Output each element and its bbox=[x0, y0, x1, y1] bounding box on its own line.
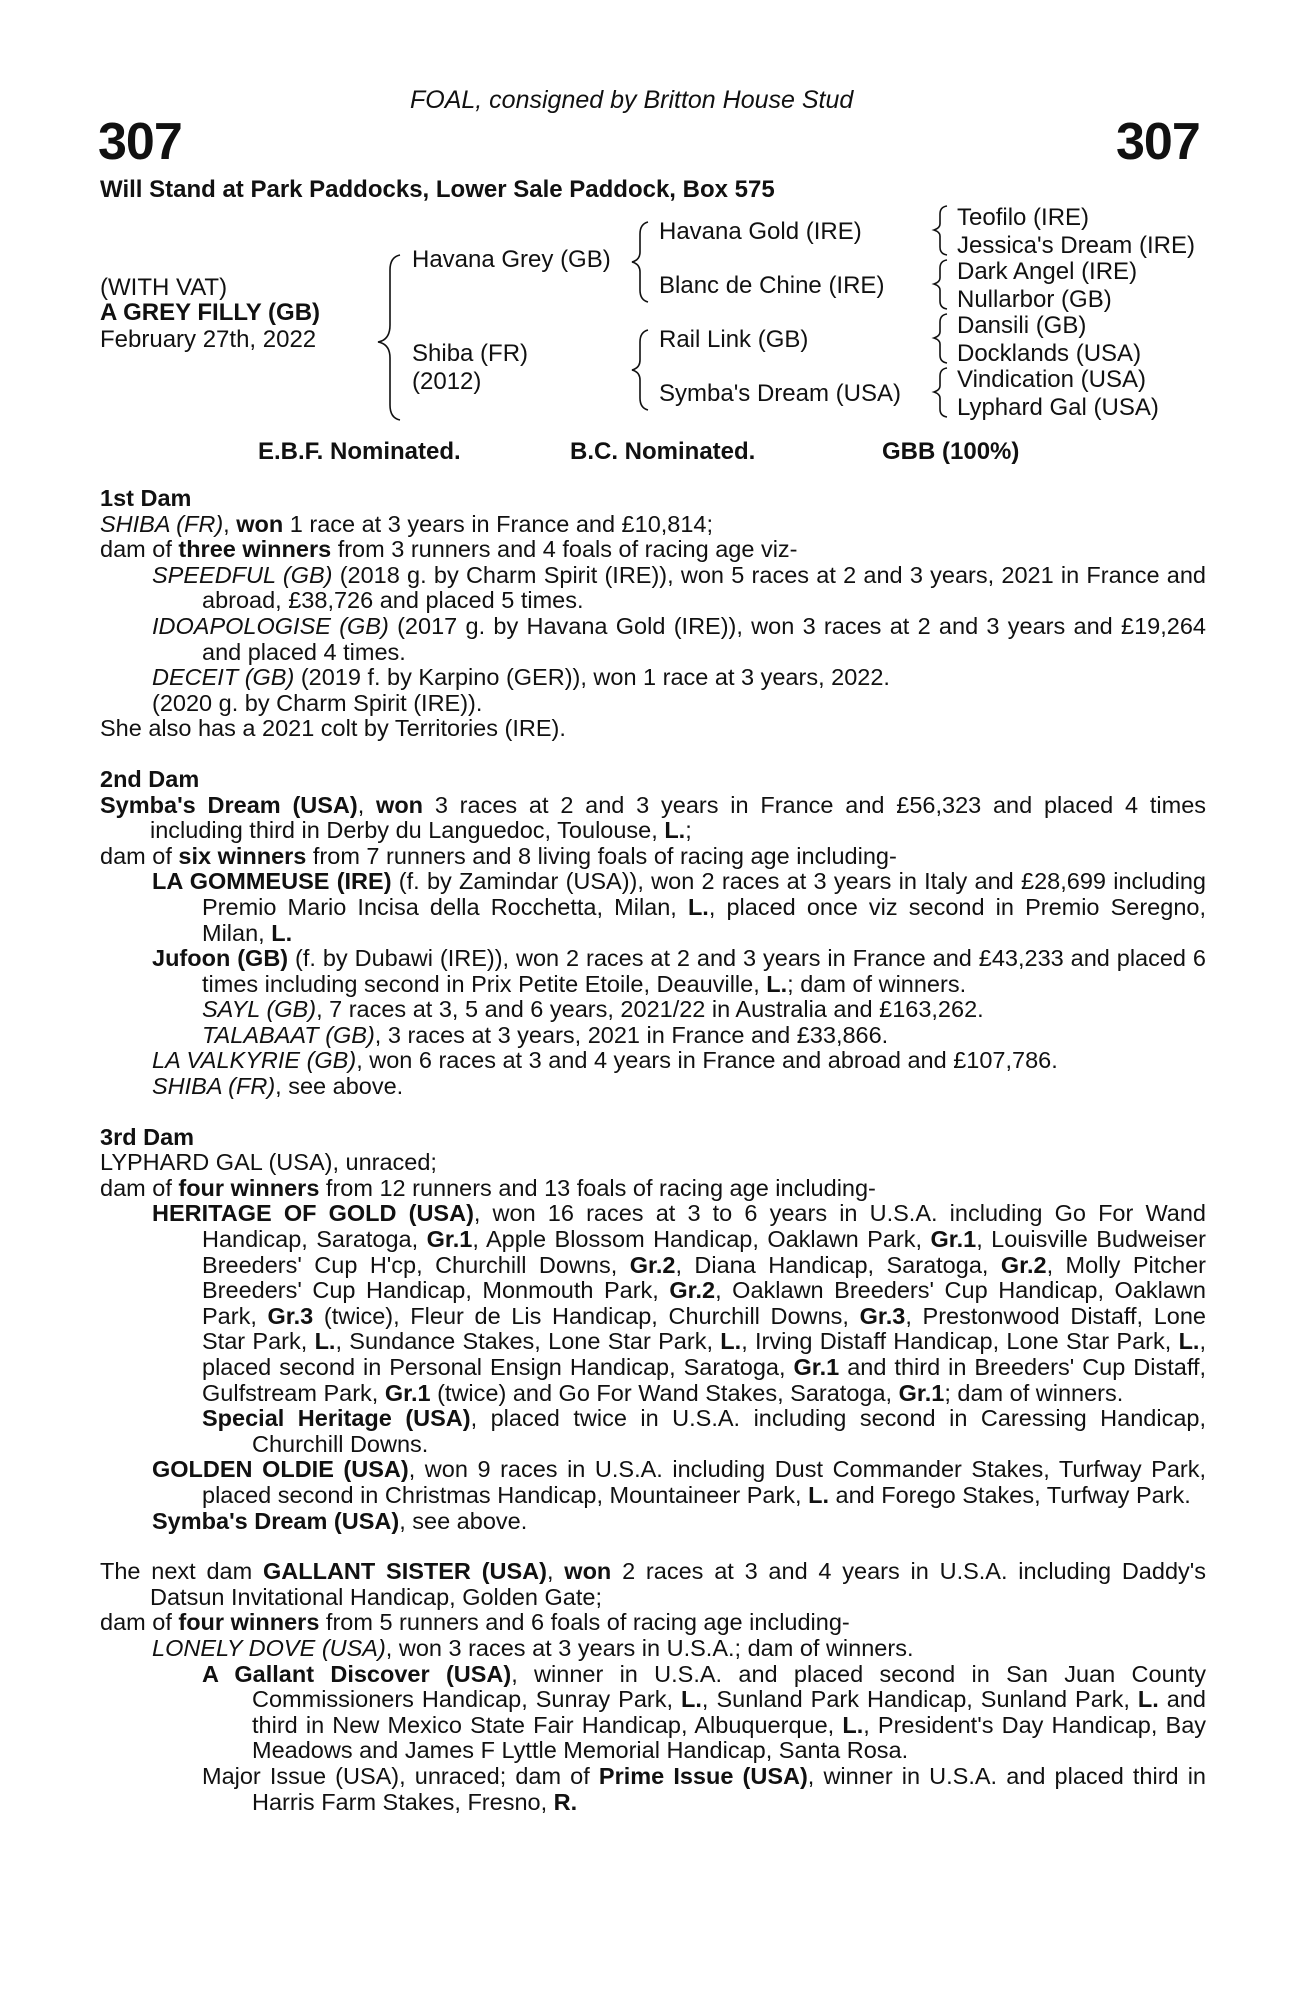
race-grade: Gr.2 bbox=[629, 1251, 676, 1278]
produce-name: SAYL (GB) bbox=[202, 996, 317, 1023]
race-grade: L. bbox=[314, 1328, 336, 1355]
horse-dob: February 27th, 2022 bbox=[100, 326, 317, 353]
second-dam-produce-summary bbox=[100, 844, 1206, 870]
first-dam-line bbox=[100, 512, 1206, 538]
produce-entry bbox=[100, 665, 1206, 691]
text: dam of bbox=[100, 1609, 179, 1636]
text: , President's Day Handicap, Bay Meadows and James F Lyttle Memorial Handicap, Santa Rosa. bbox=[252, 1711, 1207, 1764]
text: ; dam of winners. bbox=[787, 970, 967, 997]
won-label: won bbox=[236, 510, 284, 537]
sire-sire: Havana Gold (IRE) bbox=[659, 218, 862, 245]
text: (2019 f. by Karpino (GER)), won 1 race at 3 years, 2022. bbox=[294, 664, 890, 691]
text: (2017 g. by Havana Gold (IRE)), won 3 races at 2 and 3 years and £19,264 and placed 4 times. bbox=[202, 612, 1206, 665]
grand-produce-entry bbox=[100, 997, 1206, 1023]
won-label: won bbox=[564, 1558, 612, 1585]
text: , placed second in Personal Ensign Handicap, Saratoga, bbox=[202, 1328, 1206, 1380]
second-dam-heading: 2nd Dam bbox=[100, 765, 200, 792]
text: , bbox=[357, 791, 377, 818]
sire: Havana Grey (GB) bbox=[412, 246, 611, 273]
pedigree-body bbox=[100, 486, 1206, 1815]
race-grade: Gr.2 bbox=[669, 1277, 716, 1304]
grandparent-6: Docklands (USA) bbox=[957, 340, 1142, 367]
produce-entry bbox=[100, 1048, 1206, 1074]
text: , Prestonwood Distaff, Lone Star Park, bbox=[202, 1302, 1206, 1355]
text: , Sunland Park Handicap, Sunland Park, bbox=[701, 1686, 1138, 1713]
horse-name: A GREY FILLY (GB) bbox=[100, 299, 321, 326]
produce-name: IDOAPOLOGISE (GB) bbox=[152, 612, 389, 639]
race-grade: Gr.1 bbox=[384, 1379, 431, 1406]
text: , Sundance Stakes, Lone Star Park, bbox=[335, 1328, 721, 1355]
produce-name: LA VALKYRIE (GB) bbox=[152, 1047, 357, 1074]
gbb-nomination: GBB (100%) bbox=[882, 438, 1020, 465]
race-grade: Gr.1 bbox=[426, 1226, 473, 1253]
produce-entry bbox=[100, 614, 1206, 665]
text: from 3 runners and 4 foals of racing age viz- bbox=[331, 536, 798, 563]
race-grade: L. bbox=[681, 1686, 702, 1713]
text: , placed twice in U.S.A. including second in Caressing Handicap, Churchill Downs. bbox=[252, 1405, 1206, 1457]
text: , won 6 races at 3 and 4 years in France and abroad and £107,786. bbox=[356, 1047, 1058, 1074]
produce-name: Jufoon (GB) bbox=[152, 945, 289, 972]
won-label: won bbox=[376, 791, 424, 818]
text: (f. by Zamindar (USA)), won 2 races at 3 years in Italy and £28,699 including Premio Mario Incisa della Rocchetta, Milan, bbox=[202, 868, 1206, 920]
text: , Irving Distaff Handicap, Lone Star Park, bbox=[741, 1328, 1179, 1355]
text: from 7 runners and 8 living foals of racing age including- bbox=[306, 842, 897, 869]
third-dam-produce-summary bbox=[100, 1176, 1206, 1202]
race-grade: L. bbox=[1178, 1328, 1200, 1355]
produce-name: A Gallant Discover (USA) bbox=[202, 1660, 512, 1687]
dam-dam: Symba's Dream (USA) bbox=[659, 380, 901, 407]
race-grade: R. bbox=[553, 1788, 578, 1815]
text: (f. by Dubawi (IRE)), won 2 races at 2 and 3 years in France and £43,233 and placed 6 times including second in Prix Petite Etoile, Deauville, bbox=[202, 945, 1206, 997]
text: ; dam of winners. bbox=[944, 1379, 1124, 1406]
text: , won 3 races at 3 years in U.S.A.; dam of winners. bbox=[385, 1634, 914, 1661]
grandparent-4: Nullarbor (GB) bbox=[957, 286, 1112, 313]
produce-name: GOLDEN OLDIE (USA) bbox=[152, 1456, 409, 1483]
text: 1 race at 3 years in France and £10,814; bbox=[283, 510, 714, 537]
produce-name: TALABAAT (GB) bbox=[202, 1021, 375, 1048]
produce-entry bbox=[100, 869, 1206, 946]
text: (twice), Fleur de Lis Handicap, Churchill Downs, bbox=[313, 1302, 860, 1329]
first-dam-name: SHIBA (FR) bbox=[100, 510, 224, 537]
race-grade: L. bbox=[720, 1328, 742, 1355]
race-grade: L. bbox=[271, 919, 293, 946]
ebf-nomination: E.B.F. Nominated. bbox=[258, 438, 461, 465]
grand-produce-entry bbox=[100, 1662, 1206, 1764]
race-grade: L. bbox=[808, 1481, 829, 1508]
bc-nomination: B.C. Nominated. bbox=[570, 438, 756, 465]
text: , 7 races at 3, 5 and 6 years, 2021/22 in Australia and £163,262. bbox=[316, 996, 984, 1023]
produce-name: SPEEDFUL (GB) bbox=[152, 561, 333, 588]
grandparent-8: Lyphard Gal (USA) bbox=[957, 394, 1159, 421]
next-dam-line bbox=[100, 1559, 1206, 1610]
text: 2 races at 3 and 4 years in U.S.A. including Daddy's Datsun Invitational Handicap, Golden Gate; bbox=[150, 1558, 1207, 1610]
third-dam-heading: 3rd Dam bbox=[100, 1123, 195, 1150]
text: dam of bbox=[100, 842, 179, 869]
winners-count: six winners bbox=[178, 842, 307, 869]
race-grade: Gr.3 bbox=[267, 1302, 314, 1329]
text: , Molly Pitcher Breeders' Cup Handicap, Monmouth Park, bbox=[202, 1251, 1206, 1304]
text: , Apple Blossom Handicap, Oaklawn Park, bbox=[472, 1226, 931, 1253]
winners-count: four winners bbox=[178, 1174, 320, 1201]
produce-name: Special Heritage (USA) bbox=[202, 1405, 471, 1432]
text: , Oaklawn Breeders' Cup Handicap, Oaklawn Park, bbox=[202, 1277, 1206, 1329]
first-dam-heading: 1st Dam bbox=[100, 485, 192, 511]
text: (twice) and Go For Wand Stakes, Saratoga, bbox=[430, 1379, 899, 1406]
text: The next dam bbox=[100, 1558, 263, 1585]
winners-count: four winners bbox=[178, 1609, 320, 1636]
race-grade: Gr.1 bbox=[793, 1354, 840, 1380]
lot-number-left: 307 bbox=[98, 113, 182, 171]
produce-entry bbox=[100, 1074, 1206, 1100]
third-dam-line: LYPHARD GAL (USA), unraced; bbox=[100, 1149, 437, 1176]
grandparent-5: Dansili (GB) bbox=[957, 312, 1087, 339]
pedigree-braces bbox=[0, 0, 1314, 460]
text: and Forego Stakes, Turfway Park. bbox=[828, 1481, 1191, 1508]
produce-entry bbox=[100, 1509, 1206, 1535]
race-grade: Gr.2 bbox=[1000, 1251, 1047, 1278]
produce-name: HERITAGE OF GOLD (USA) bbox=[152, 1200, 474, 1227]
dam-year: (2012) bbox=[412, 368, 482, 395]
second-dam-name: Symba's Dream (USA) bbox=[100, 791, 358, 818]
produce-name: LA GOMMEUSE (IRE) bbox=[152, 868, 392, 895]
text: and third in Breeders' Cup Distaff, Gulfstream Park, bbox=[202, 1354, 1206, 1406]
winners-count: three winners bbox=[178, 536, 332, 563]
text: , bbox=[223, 510, 237, 537]
text: , winner in U.S.A. and placed third in Harris Farm Stakes, Fresno, bbox=[252, 1762, 1207, 1815]
grand-produce-entry bbox=[100, 1023, 1206, 1049]
dam: Shiba (FR) bbox=[412, 340, 529, 367]
text: from 5 runners and 6 foals of racing age including- bbox=[319, 1609, 850, 1636]
produce-entry bbox=[100, 1457, 1206, 1508]
text: , won 9 races in U.S.A. including Dust Commander Stakes, Turfway Park, placed second in Christmas Handicap, Mountaineer Park, bbox=[202, 1456, 1207, 1508]
produce-name: SHIBA (FR) bbox=[152, 1073, 276, 1100]
grandparent-3: Dark Angel (IRE) bbox=[957, 258, 1138, 285]
stand-location: Will Stand at Park Paddocks, Lower Sale Paddock, Box 575 bbox=[100, 176, 775, 203]
text: , won 16 races at 3 to 6 years in U.S.A. including Go For Wand Handicap, Saratoga, bbox=[202, 1200, 1206, 1253]
text: dam of bbox=[100, 1174, 179, 1201]
text: from 12 runners and 13 foals of racing age including- bbox=[319, 1174, 876, 1201]
first-dam-produce-summary bbox=[100, 537, 1206, 563]
produce-note: She also has a 2021 colt by Territories (IRE). bbox=[100, 715, 566, 742]
produce-name: DECEIT (GB) bbox=[152, 664, 295, 691]
race-grade: L. bbox=[687, 893, 709, 920]
race-grade: Gr.3 bbox=[859, 1302, 906, 1329]
grandparent-7: Vindication (USA) bbox=[957, 366, 1146, 393]
produce-entry bbox=[100, 1636, 1206, 1662]
next-dam-name: GALLANT SISTER (USA) bbox=[262, 1558, 547, 1585]
race-grade: Gr.1 bbox=[930, 1226, 977, 1253]
sire-dam: Blanc de Chine (IRE) bbox=[659, 272, 885, 299]
text: 3 races at 2 and 3 years in France and £56,323 and placed 4 times including third in Derby du Languedoc, Toulouse, bbox=[150, 791, 1207, 844]
next-dam-produce-summary bbox=[100, 1610, 1206, 1636]
produce-name: LONELY DOVE (USA) bbox=[152, 1634, 386, 1661]
text: dam of bbox=[100, 536, 179, 563]
text: , see above. bbox=[399, 1507, 528, 1534]
text: , Diana Handicap, Saratoga, bbox=[675, 1251, 1001, 1278]
text: , winner in U.S.A. and placed second in San Juan County Commissioners Handicap, Sunray Park, bbox=[252, 1660, 1206, 1713]
grandparent-2: Jessica's Dream (IRE) bbox=[957, 232, 1195, 259]
vat-note: (WITH VAT) bbox=[100, 274, 228, 301]
text: (2018 g. by Charm Spirit (IRE)), won 5 races at 2 and 3 years, 2021 in France and abroad, £38,726 and placed 5 times. bbox=[202, 561, 1206, 614]
grand-produce-entry bbox=[100, 1406, 1206, 1457]
race-grade: L. bbox=[664, 817, 686, 844]
text: and third in New Mexico State Fair Handicap, Albuquerque, bbox=[252, 1686, 1206, 1738]
grand-produce-entry bbox=[100, 1764, 1206, 1815]
text: , see above. bbox=[275, 1073, 404, 1100]
lot-number-right: 307 bbox=[1116, 113, 1200, 171]
second-dam-line bbox=[100, 793, 1206, 844]
produce-name: Symba's Dream (USA) bbox=[152, 1507, 400, 1534]
text: , bbox=[546, 1558, 565, 1585]
text: Major Issue (USA), unraced; dam of bbox=[202, 1762, 599, 1789]
produce-name: Prime Issue (USA) bbox=[598, 1762, 808, 1789]
race-grade: Gr.1 bbox=[898, 1379, 945, 1406]
race-grade: L. bbox=[1137, 1686, 1159, 1713]
text: , Louisville Budweiser Breeders' Cup H'cp, Churchill Downs, bbox=[202, 1226, 1206, 1278]
produce-entry bbox=[100, 1201, 1206, 1406]
produce-entry bbox=[100, 946, 1206, 997]
grandparent-1: Teofilo (IRE) bbox=[957, 204, 1090, 231]
race-grade: L. bbox=[842, 1711, 864, 1738]
race-grade: L. bbox=[766, 970, 788, 997]
text: , placed once viz second in Premio Seregno, Milan, bbox=[202, 893, 1206, 946]
catalogue-subtitle: FOAL, consigned by Britton House Stud bbox=[410, 86, 854, 114]
produce-entry bbox=[100, 563, 1206, 614]
text: , 3 races at 3 years, 2021 in France and £33,866. bbox=[374, 1021, 889, 1048]
text: ; bbox=[685, 817, 692, 844]
dam-sire: Rail Link (GB) bbox=[659, 326, 809, 353]
produce-entry: (2020 g. by Charm Spirit (IRE)). bbox=[152, 689, 483, 716]
